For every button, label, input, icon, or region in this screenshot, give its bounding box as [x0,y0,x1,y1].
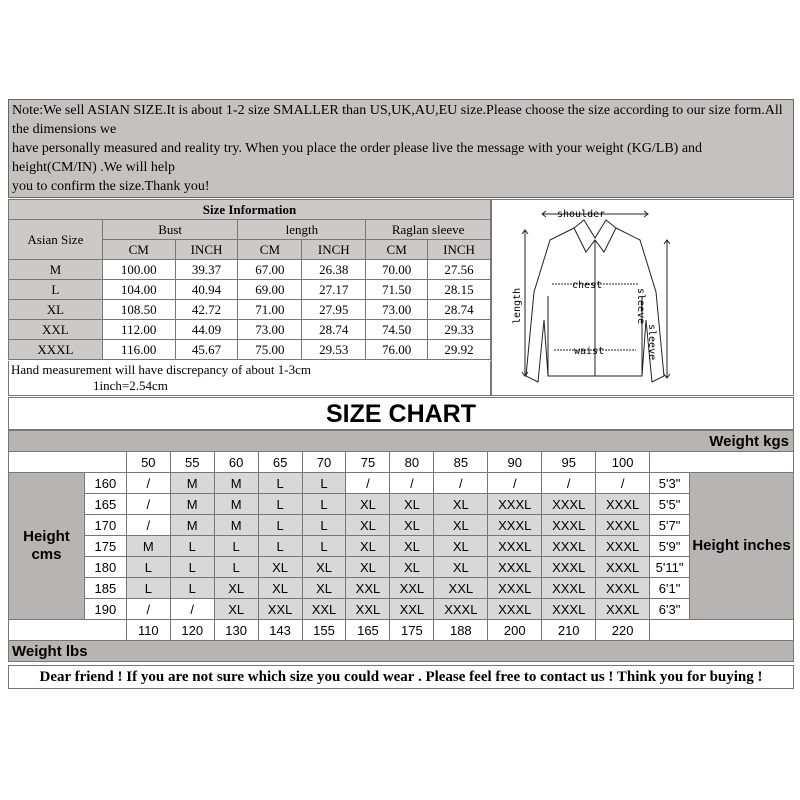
size-info-row [9,340,491,360]
lbs-value: 120 [170,620,214,641]
kg-value: 75 [346,452,390,473]
height-cm-value: 185 [84,578,126,599]
size-cell: XXL [258,599,302,620]
size-cell: M [170,473,214,494]
sleeve-label-1: sleeve [646,324,657,361]
measurement-cell: 27.95 [302,300,366,320]
size-cell: XXXL [488,557,542,578]
size-cell: L [302,515,346,536]
size-cell: / [126,494,170,515]
size-cell: XXL [390,578,434,599]
size-cell: M [214,515,258,536]
kg-value: 85 [434,452,488,473]
weight-lbs-label: Weight lbs [9,641,794,662]
size-chart-row [9,557,794,578]
unit-header: INCH [428,240,491,260]
unit-header: INCH [302,240,366,260]
size-cell: / [126,515,170,536]
waist-label: waist [574,346,605,357]
blank-cell [9,620,127,641]
measurement-cell: 40.94 [175,280,238,300]
lbs-value: 143 [258,620,302,641]
size-cell: L [258,515,302,536]
size-cell: / [488,473,542,494]
size-cell: XL [434,557,488,578]
size-cell: L [170,557,214,578]
measurement-cell: 116.00 [102,340,175,360]
size-cell: L [126,557,170,578]
size-cell: XXXL [542,494,596,515]
unit-header: INCH [175,240,238,260]
measurement-cell: 73.00 [238,320,302,340]
measurement-cell: 28.74 [428,300,491,320]
size-cell: M [214,494,258,515]
length-header: length [238,220,366,240]
size-cell: XL [258,578,302,599]
measurement-cell: 71.00 [238,300,302,320]
measurement-cell: 76.00 [366,340,428,360]
measurement-cell: 45.67 [175,340,238,360]
size-cell: XL [346,515,390,536]
size-cell: M [126,536,170,557]
size-information-title: Size Information [9,200,491,220]
height-inch-value: 5'7" [650,515,690,536]
size-chart-row [9,578,794,599]
size-cell: L [170,536,214,557]
size-cell: XL [346,494,390,515]
shirt-measurement-diagram [491,199,794,396]
size-cell: XL [214,578,258,599]
measurement-cell: 100.00 [102,260,175,280]
size-cell: XL [346,536,390,557]
measurement-cell: 112.00 [102,320,175,340]
size-cell: XL [390,557,434,578]
kg-value: 100 [596,452,650,473]
length-label: length [512,287,523,324]
blank-cell [650,620,794,641]
kg-value: 95 [542,452,596,473]
measurement-cell: 67.00 [238,260,302,280]
size-chart-row [9,599,794,620]
size-cell: XXXL [542,557,596,578]
size-cell: XXXL [488,599,542,620]
size-cell: XXXL [488,515,542,536]
size-cell: L [258,473,302,494]
height-cm-value: 190 [84,599,126,620]
measurement-cell: 27.56 [428,260,491,280]
bust-header: Bust [102,220,238,240]
size-cell: XXXL [596,557,650,578]
lbs-value: 188 [434,620,488,641]
size-chart-rows [9,473,794,620]
kg-value: 60 [214,452,258,473]
height-cm-value: 180 [84,557,126,578]
footer-message: Dear friend ! If you are not sure which size you could wear . Please feel free to contact us ! Think you for buying ! [8,665,794,689]
measurement-cell: 42.72 [175,300,238,320]
chest-label: chest [572,280,603,291]
size-cell: XXXL [596,494,650,515]
size-cell: / [126,473,170,494]
size-cell: / [126,599,170,620]
lbs-value: 220 [596,620,650,641]
measurement-cell: 29.92 [428,340,491,360]
size-cell: L [258,536,302,557]
size-cell: / [542,473,596,494]
height-inch-value: 5'11" [650,557,690,578]
size-cell: / [390,473,434,494]
size-cell: L [126,578,170,599]
size-cell: XL [302,557,346,578]
size-cell: / [170,599,214,620]
size-cell: XXXL [434,599,488,620]
size-cell: XXXL [488,536,542,557]
measurement-cell: 27.17 [302,280,366,300]
size-cell: L [214,536,258,557]
measurement-note [8,361,491,396]
size-label: XL [9,300,103,320]
measurement-cell: 29.33 [428,320,491,340]
unit-header: CM [366,240,428,260]
size-label: XXL [9,320,103,340]
size-cell: L [258,494,302,515]
lbs-value: 155 [302,620,346,641]
size-cell: XXXL [542,515,596,536]
height-cm-value: 165 [84,494,126,515]
unit-header: CM [238,240,302,260]
size-cell: / [596,473,650,494]
size-cell: XXL [434,578,488,599]
height-inch-value: 5'9" [650,536,690,557]
size-cell: XXXL [596,578,650,599]
size-chart-row [9,515,794,536]
size-cell: XXXL [488,578,542,599]
kg-value: 50 [126,452,170,473]
measurement-cell: 75.00 [238,340,302,360]
size-cell: L [214,557,258,578]
measurement-cell: 73.00 [366,300,428,320]
size-cell: L [302,494,346,515]
lbs-row [9,620,794,641]
size-chart-title: SIZE CHART [8,397,794,430]
size-cell: M [170,494,214,515]
measurement-cell: 39.37 [175,260,238,280]
blank-cell [9,452,127,473]
kg-value: 55 [170,452,214,473]
size-cell: XXXL [542,536,596,557]
size-cell: XXL [390,599,434,620]
measurement-cell: 26.38 [302,260,366,280]
unit-header: CM [102,240,175,260]
size-cell: XL [434,515,488,536]
measurement-cell: 104.00 [102,280,175,300]
size-cell: XXXL [542,578,596,599]
size-info-row [9,300,491,320]
height-cms-label: Height cms [9,473,85,620]
size-chart-row [9,473,794,494]
size-info-row [9,280,491,300]
kg-value: 80 [390,452,434,473]
size-cell: M [170,515,214,536]
lbs-value: 175 [390,620,434,641]
size-info-row [9,320,491,340]
measurement-cell: 28.15 [428,280,491,300]
size-label: L [9,280,103,300]
size-information-table [8,199,491,360]
size-chart-row [9,536,794,557]
size-cell: L [302,473,346,494]
measurement-cell: 71.50 [366,280,428,300]
lbs-value: 200 [488,620,542,641]
raglan-sleeve-header: Raglan sleeve [366,220,491,240]
size-chart-table [8,430,794,662]
note-line-1: Note:We sell ASIAN SIZE.It is about 1-2 size SMALLER than US,UK,AU,EU size.Please choose the size according to our size form.All the dimensions we [12,103,783,137]
measurement-cell: 74.50 [366,320,428,340]
height-inch-value: 6'1" [650,578,690,599]
size-cell: XL [258,557,302,578]
height-cm-value: 170 [84,515,126,536]
height-cm-value: 160 [84,473,126,494]
measurement-cell: 70.00 [366,260,428,280]
size-label: XXXL [9,340,103,360]
asian-size-header: Asian Size [9,220,103,260]
size-cell: / [346,473,390,494]
height-inch-value: 5'5" [650,494,690,515]
kgs-row [9,452,794,473]
size-cell: XXL [346,578,390,599]
size-cell: XL [302,578,346,599]
size-cell: L [170,578,214,599]
measurement-cell: 28.74 [302,320,366,340]
lbs-value: 165 [346,620,390,641]
size-cell: XXXL [596,536,650,557]
measurement-cell: 69.00 [238,280,302,300]
size-cell: L [302,536,346,557]
height-cm-value: 175 [84,536,126,557]
size-cell: XXXL [596,599,650,620]
size-cell: XXXL [542,599,596,620]
height-inch-value: 6'3" [650,599,690,620]
shoulder-label: shoulder [557,209,606,220]
shirt-diagram-svg [492,200,793,395]
size-cell: XL [346,557,390,578]
sleeve-label-2: sleeve [635,288,646,325]
note-line-3: you to confirm the size.Thank you! [12,179,210,194]
kg-value: 70 [302,452,346,473]
note-line-2: have personally measured and reality try. When you place the order please live the message with your weight (KG/LB) and height(CM/IN) .We will help [12,141,703,175]
size-cell: XL [390,494,434,515]
size-cell: XXXL [488,494,542,515]
discrepancy-note: Hand measurement will have discrepancy of about 1-3cm [11,362,311,377]
blank-cell [650,452,794,473]
size-cell: XXL [302,599,346,620]
size-cell: XL [434,536,488,557]
size-cell: XL [390,515,434,536]
measurement-cell: 44.09 [175,320,238,340]
size-note [8,99,794,198]
size-cell: M [214,473,258,494]
size-cell: / [434,473,488,494]
kg-value: 90 [488,452,542,473]
size-cell: XL [214,599,258,620]
size-cell: XL [390,536,434,557]
size-cell: XL [434,494,488,515]
lbs-value: 210 [542,620,596,641]
size-chart-row [9,494,794,515]
lbs-value: 110 [126,620,170,641]
size-cell: XXL [346,599,390,620]
height-inch-value: 5'3" [650,473,690,494]
size-cell: XXXL [596,515,650,536]
measurement-cell: 108.50 [102,300,175,320]
kg-value: 65 [258,452,302,473]
size-information-rows [9,260,491,360]
height-inches-label: Height inches [690,473,794,620]
weight-kgs-label: Weight kgs [9,431,794,452]
measurement-cell: 29.53 [302,340,366,360]
lbs-value: 130 [214,620,258,641]
size-info-row [9,260,491,280]
size-label: M [9,260,103,280]
inch-conversion-note: 1inch=2.54cm [93,378,168,393]
